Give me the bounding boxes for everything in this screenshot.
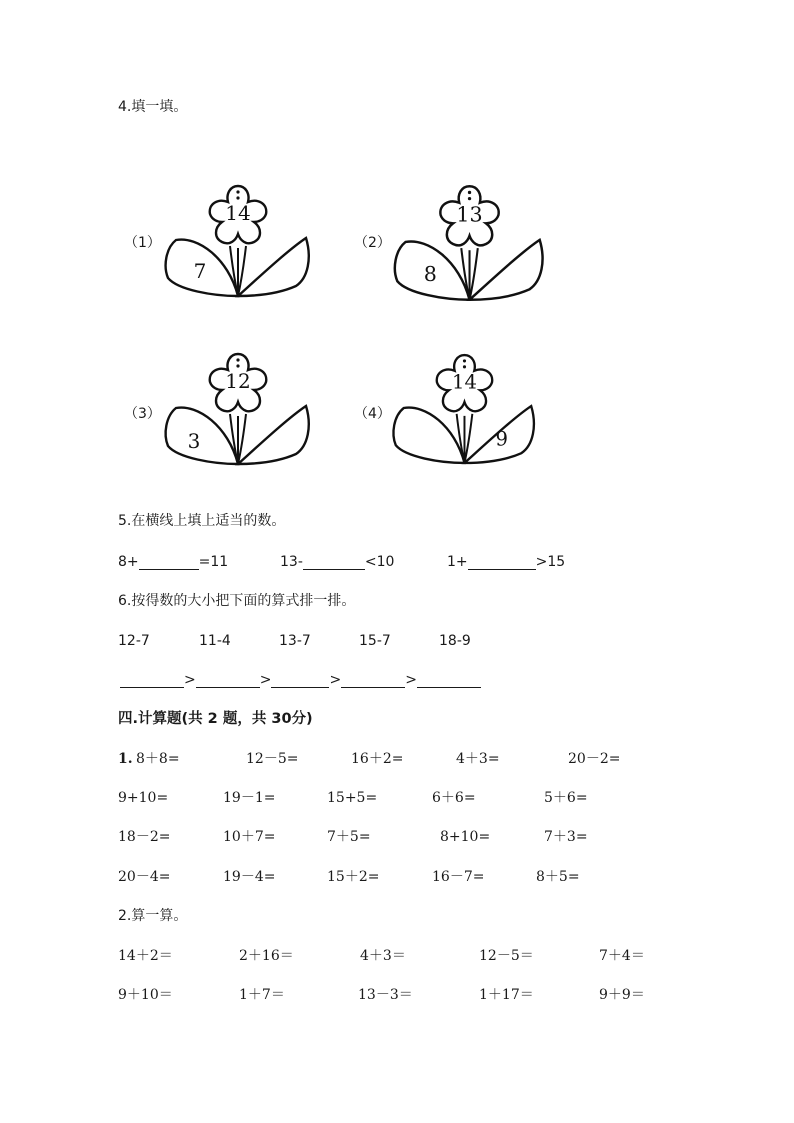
calc1-r2-c2: 19－1= (223, 790, 276, 806)
calc1-r1-c2: 12－5= (246, 751, 299, 767)
flower-2-label: （2） (354, 235, 391, 251)
flower-1-top-number: 14 (225, 201, 251, 225)
q6-expr-5: 18-9 (439, 633, 471, 649)
q5-item-2 (280, 554, 394, 570)
q6-blank-1[interactable] (120, 673, 184, 688)
q4-title: 4.填一填。 (118, 99, 188, 115)
calc1-label: 1. (118, 751, 133, 767)
flower-3-leaf-number: 3 (187, 429, 201, 453)
calc2-r1-c3: 4＋3＝ (360, 948, 406, 964)
flower-1 (158, 178, 316, 304)
q6-separator-1: > (184, 672, 196, 688)
q5-item-3-before: 1+ (447, 554, 468, 570)
q5-item-1-after: =11 (198, 554, 229, 570)
q6-expr-1: 12-7 (118, 633, 150, 649)
section4-title: 四.计算题(共 2 题，共 30分) (118, 711, 313, 727)
calc1-r1-c4: 4＋3= (456, 751, 500, 767)
q5-item-1 (118, 554, 228, 570)
calc1-r1-c3: 16＋2= (351, 751, 404, 767)
flower-1-label: （1） (124, 235, 161, 251)
calc1-r4-c2: 19－4= (223, 869, 276, 885)
flower-4-leaf-number: 9 (495, 427, 509, 451)
calc2-r1-c5: 7＋4＝ (599, 948, 645, 964)
calc2-r2-c3: 13－3＝ (358, 987, 413, 1003)
q5-item-2-blank[interactable] (303, 555, 365, 570)
calc2-r2-c5: 9＋9＝ (599, 987, 645, 1003)
flower-2-leaf-number: 8 (423, 262, 437, 287)
flower-3 (158, 346, 316, 472)
q5-item-3-after: >15 (535, 554, 566, 570)
q6-expr-4: 15-7 (359, 633, 391, 649)
calc1-r3-c3: 7＋5= (327, 829, 371, 845)
calc1-r2-c1: 9+10= (118, 790, 169, 806)
calc1-r3-c4: 8+10= (440, 829, 491, 845)
calc2-r1-c4: 12－5＝ (479, 948, 534, 964)
q6-blank-5[interactable] (417, 673, 481, 688)
calc2-r2-c4: 1＋17＝ (479, 987, 534, 1003)
calc2-r1-c1: 14＋2＝ (118, 948, 173, 964)
q6-separator-4: > (405, 672, 417, 688)
q5-item-1-blank[interactable] (139, 555, 199, 570)
flower-4-label: （4） (354, 406, 391, 422)
q5-item-1-before: 8+ (118, 554, 139, 570)
calc1-r2-c4: 6＋6= (432, 790, 476, 806)
calc1-r1-c1: 8＋8= (136, 751, 180, 767)
calc2-r2-c1: 9＋10＝ (118, 987, 173, 1003)
calc1-r1-c5: 20－2= (568, 751, 621, 767)
q6-blank-4[interactable] (341, 673, 405, 688)
calc1-r3-c1: 18－2= (118, 829, 171, 845)
flower-2-top-number: 13 (456, 202, 483, 227)
q6-blank-3[interactable] (271, 673, 329, 688)
q5-item-3 (447, 554, 565, 570)
calc2-r2-c2: 1＋7＝ (239, 987, 285, 1003)
q6-title: 6.按得数的大小把下面的算式排一排。 (118, 593, 356, 609)
flower-4-top-number: 14 (452, 370, 477, 394)
q6-separator-2: > (259, 672, 272, 688)
q6-separator-3: > (329, 672, 342, 688)
calc2-title: 2.算一算。 (118, 908, 188, 924)
calc1-r4-c5: 8＋5= (536, 869, 580, 885)
q6-expr-3: 13-7 (279, 633, 311, 649)
calc1-r4-c3: 15＋2= (327, 869, 380, 885)
flower-3-top-number: 12 (225, 369, 251, 393)
calc2-r1-c2: 2＋16＝ (239, 948, 294, 964)
calc1-r4-c1: 20－4= (118, 869, 171, 885)
calc1-r4-c4: 16－7= (432, 869, 485, 885)
calc1-r2-c3: 15+5= (327, 790, 378, 806)
q6-blank-2[interactable] (196, 673, 260, 688)
q6-expr-2: 11-4 (199, 633, 231, 649)
q5-item-2-before: 13- (280, 554, 303, 570)
q5-item-2-after: <10 (364, 554, 395, 570)
q6-order-line (120, 672, 481, 688)
q5-item-3-blank[interactable] (468, 555, 536, 570)
calc1-r2-c5: 5＋6= (544, 790, 588, 806)
calc1-r3-c2: 10＋7= (223, 829, 276, 845)
flower-4 (386, 346, 541, 472)
flower-2 (386, 178, 551, 308)
flower-1-leaf-number: 7 (193, 259, 207, 283)
flower-3-label: （3） (124, 406, 161, 422)
q5-title: 5.在横线上填上适当的数。 (118, 513, 286, 529)
calc1-r3-c5: 7＋3= (544, 829, 588, 845)
